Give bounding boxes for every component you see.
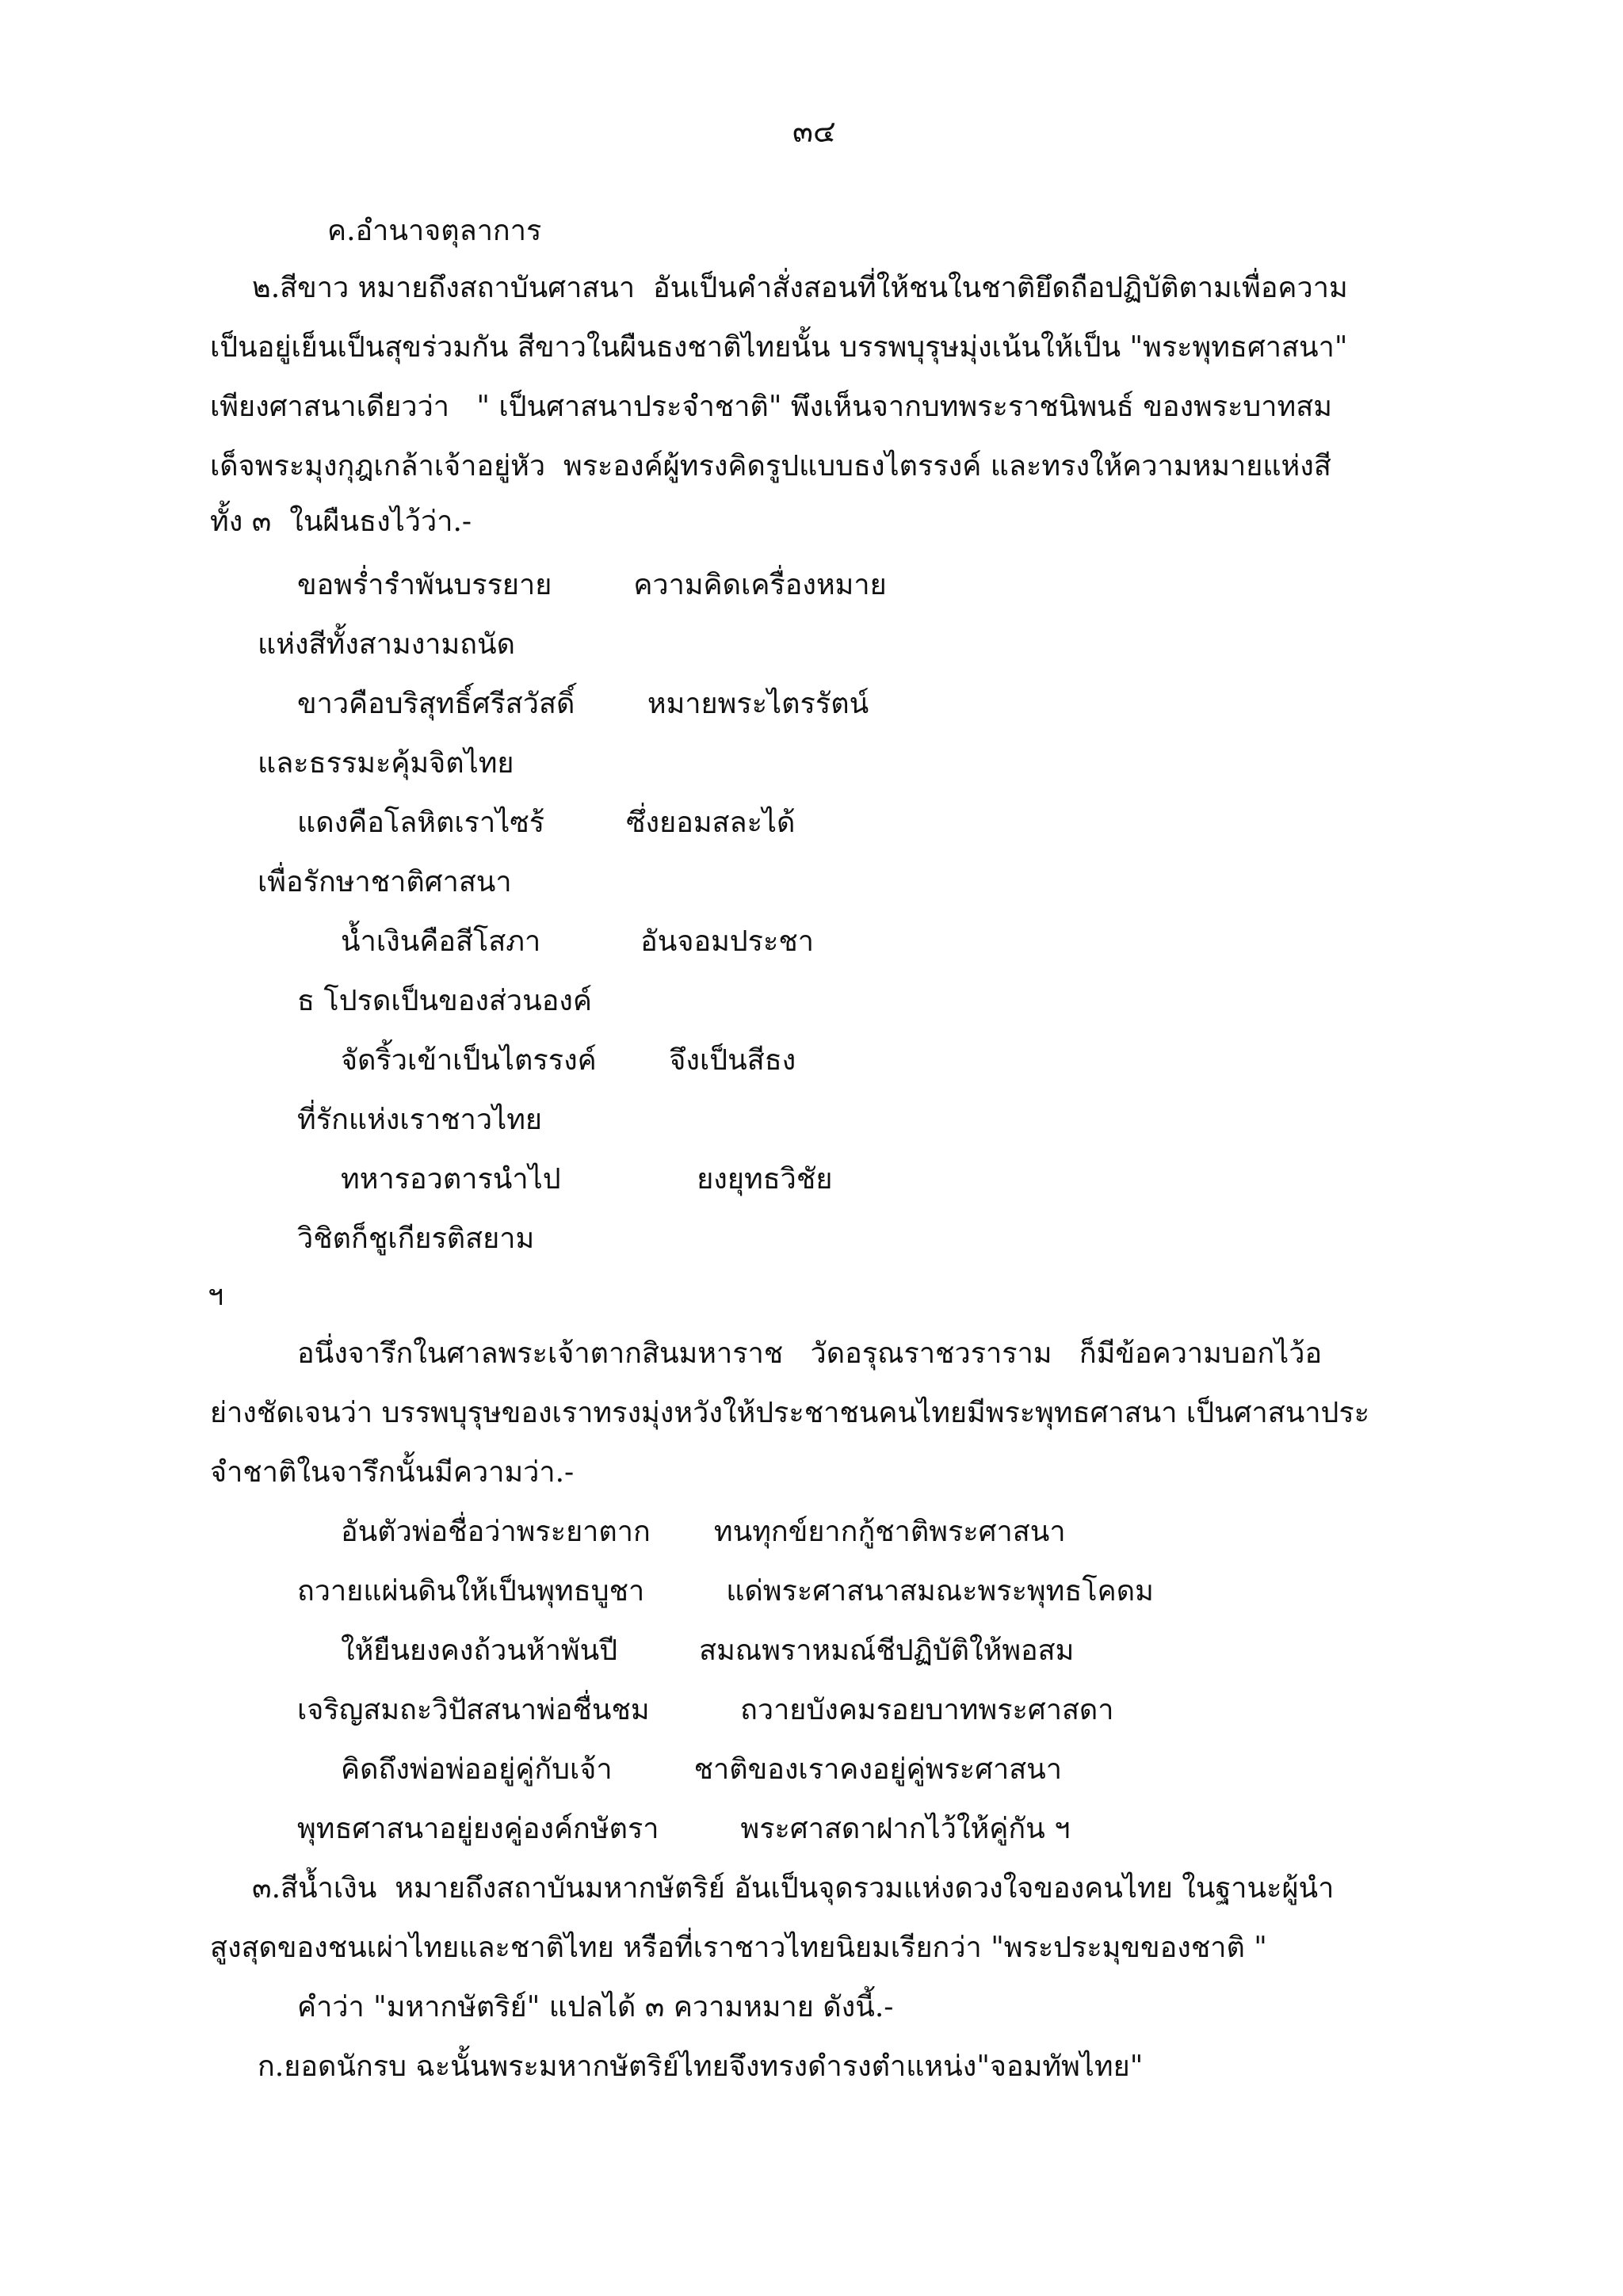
poem-line: จัดริ้วเข้าเป็นไตรรงค์ จึงเป็นสีธง bbox=[341, 1044, 796, 1077]
text-line: เป็นอยู่เย็นเป็นสุขร่วมกัน สีขาวในผืนธงชาติไทยนั้น บรรพบุรุษมุ่งเน้นให้เป็น "พระพุทธศาสนา" bbox=[210, 331, 1348, 364]
heading-judicial-power: ค.อำนาจตุลาการ bbox=[327, 215, 542, 247]
text-line: ก.ยอดนักรบ ฉะนั้นพระมหากษัตริย์ไทยจึงทรงดำรงตำแหน่ง"จอมทัพไทย" bbox=[258, 2050, 1144, 2083]
poem-line: ขาวคือบริสุทธิ์ศรีสวัสดิ์ หมายพระไตรรัตน์ bbox=[297, 688, 869, 720]
page-number: ๓๔ bbox=[792, 114, 836, 149]
text-line: จำชาติในจารึกนั้นมีความว่า.- bbox=[210, 1456, 575, 1489]
poem-line: อันตัวพ่อชื่อว่าพระยาตาก ทนทุกข์ยากกู้ชาติพระศาสนา bbox=[341, 1516, 1066, 1548]
poem-line: ขอพรํ่ารำพันบรรยาย ความคิดเครื่องหมาย bbox=[297, 569, 887, 601]
poem-line: แดงคือโลหิตเราไซร้ ซึ่งยอมสละได้ bbox=[297, 807, 796, 839]
text-line: เด็จพระมุงกุฎเกล้าเจ้าอยู่หัว พระองค์ผู้ทรงคิดรูปแบบธงไตรรงค์ และทรงให้ความหมายแห่งสี bbox=[210, 450, 1331, 482]
text-line: อนึ่งจารึกในศาลพระเจ้าตากสินมหาราช วัดอรุณราชวราราม ก็มีข้อความบอกไว้อ bbox=[297, 1337, 1323, 1370]
poem-line: ถวายแผ่นดินให้เป็นพุทธบูชา แด่พระศาสนาสมณะพระพุทธโคดม bbox=[297, 1575, 1154, 1608]
text-line: ๓.สีน้ำเงิน หมายถึงสถาบันมหากษัตริย์ อันเป็นจุดรวมแห่งดวงใจของคนไทย ในฐานะผู้นำ bbox=[252, 1872, 1335, 1905]
text-line: ย่างชัดเจนว่า บรรพบุรุษของเราทรงมุ่งหวังให้ประชาชนคนไทยมีพระพุทธศาสนา เป็นศาสนาประ bbox=[210, 1397, 1370, 1429]
poem-end-mark: ฯ bbox=[208, 1280, 224, 1312]
poem-line: และธรรมะคุ้มจิตไทย bbox=[258, 747, 514, 780]
poem-line: ธ โปรดเป็นของส่วนองค์ bbox=[297, 985, 592, 1017]
poem-line: ให้ยืนยงคงถ้วนห้าพันปี สมณพราหมณ์ชีปฏิบัติให้พอสม bbox=[341, 1634, 1075, 1667]
poem-line: เจริญสมถะวิปัสสนาพ่อชื่นชม ถวายบังคมรอยบาทพระศาสดา bbox=[297, 1694, 1114, 1726]
text-line: ๒.สีขาว หมายถึงสถาบันศาสนา อันเป็นคำสั่งสอนที่ให้ชนในชาติยึดถือปฏิบัติตามเพื่อความ bbox=[252, 272, 1348, 304]
text-line: สูงสุดของชนเผ่าไทยและชาติไทย หรือที่เราชาวไทยนิยมเรียกว่า "พระประมุขของชาติ " bbox=[210, 1932, 1267, 1964]
poem-line: แห่งสีทั้งสามงามถนัด bbox=[258, 628, 516, 661]
text-line: ทั้ง ๓ ในผืนธงไว้ว่า.- bbox=[210, 505, 472, 538]
poem-line: ทหารอวตารนำไป ยงยุทธวิชัย bbox=[341, 1163, 833, 1196]
text-line: เพียงศาสนาเดียวว่า " เป็นศาสนาประจำชาติ" พึงเห็นจากบทพระราชนิพนธ์ ของพระบาทสม bbox=[210, 391, 1332, 423]
poem-line: น้ำเงินคือสีโสภา อันจอมประชา bbox=[341, 925, 814, 958]
poem-line: ที่รักแห่งเราชาวไทย bbox=[297, 1104, 543, 1136]
poem-line: พุทธศาสนาอยู่ยงคู่องค์กษัตรา พระศาสดาฝากไว้ให้คู่กัน ฯ bbox=[297, 1813, 1071, 1845]
poem-line: วิชิตก็ชูเกียรติสยาม bbox=[297, 1222, 535, 1255]
poem-line: เพื่อรักษาชาติศาสนา bbox=[258, 866, 512, 898]
text-line: คำว่า "มหากษัตริย์" แปลได้ ๓ ความหมาย ดังนี้.- bbox=[297, 1991, 894, 2023]
poem-line: คิดถึงพ่อพ่ออยู่คู่กับเจ้า ชาติของเราคงอยู่คู่พระศาสนา bbox=[341, 1753, 1063, 1786]
